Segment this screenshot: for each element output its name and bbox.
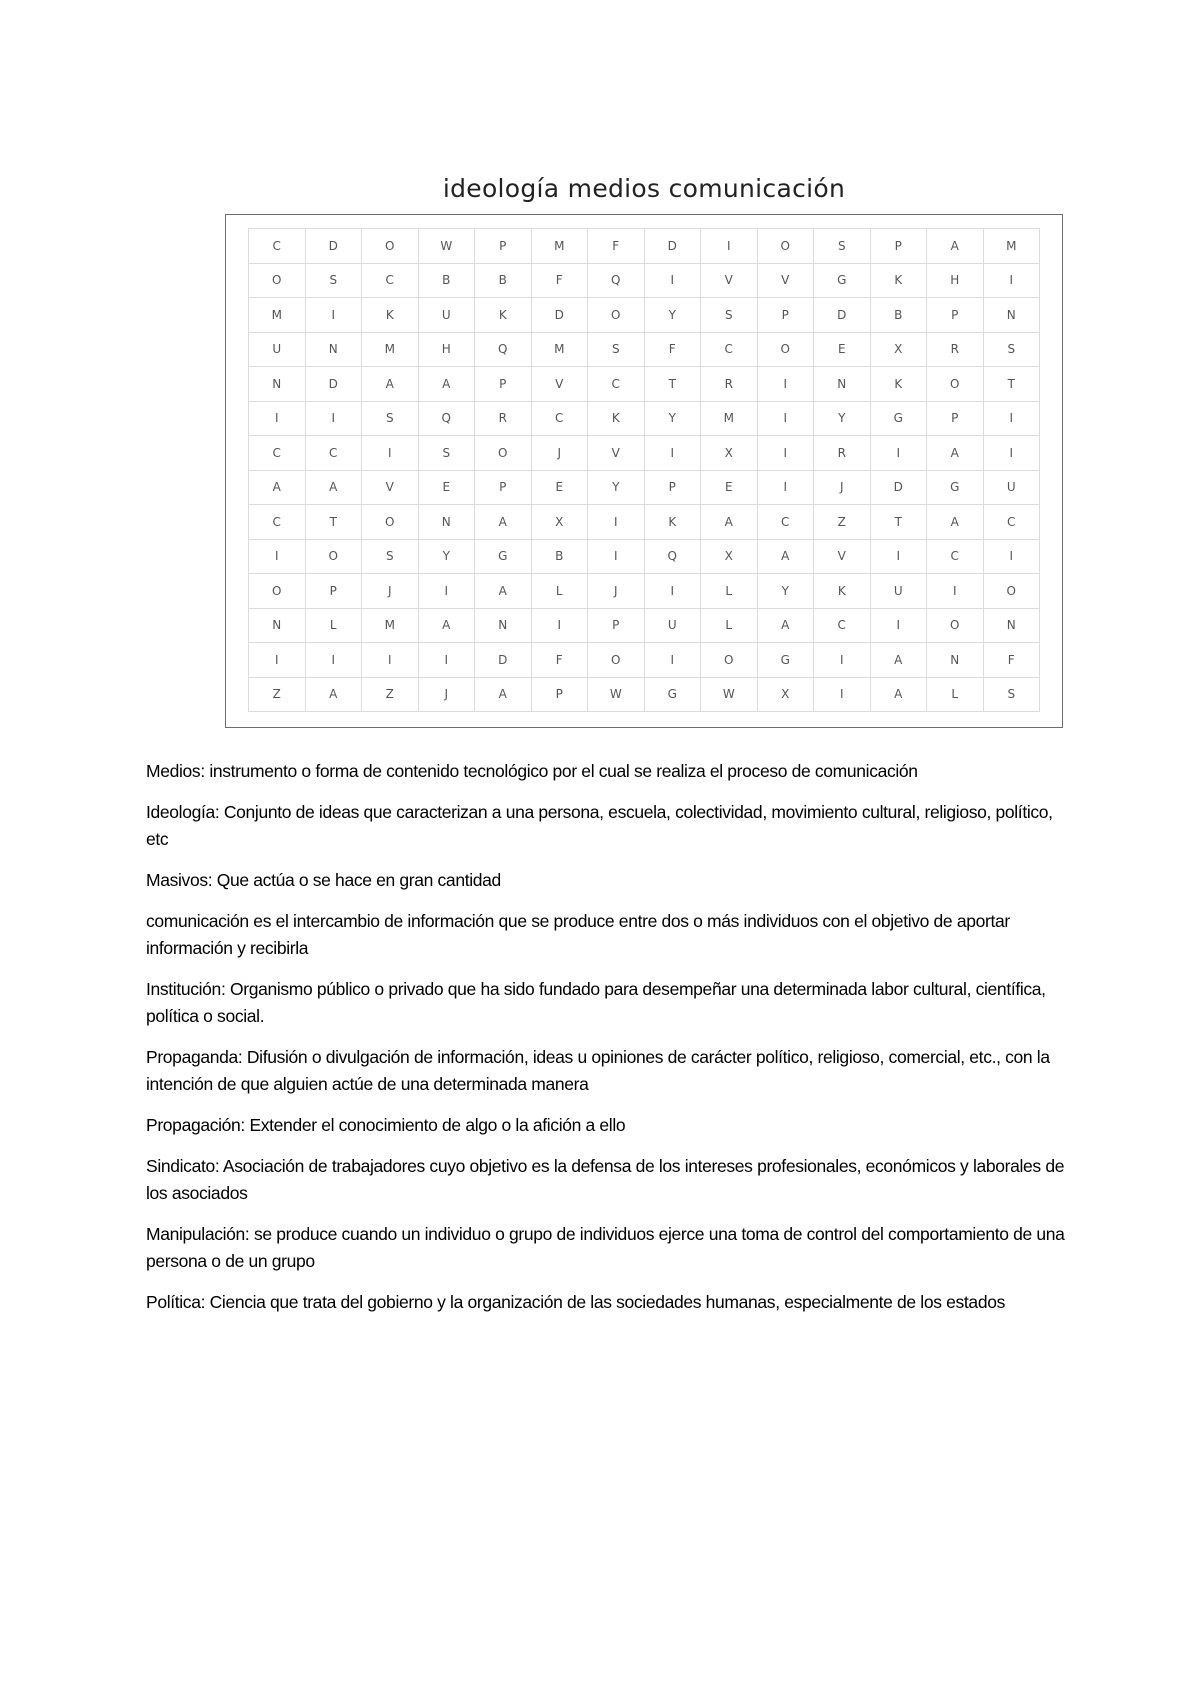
grid-cell: O xyxy=(362,229,419,264)
grid-cell: B xyxy=(419,264,476,299)
grid-cell: M xyxy=(532,333,589,368)
grid-cell: N xyxy=(984,298,1041,333)
grid-cell: W xyxy=(588,678,645,713)
grid-cell: M xyxy=(362,609,419,644)
grid-cell: E xyxy=(532,471,589,506)
grid-cell: I xyxy=(984,402,1041,437)
grid-cell: I xyxy=(588,540,645,575)
definition-medios: Medios: instrumento o forma de contenido tecnológico por el cual se realiza el proceso de comunicación xyxy=(146,761,918,781)
grid-cell: B xyxy=(532,540,589,575)
grid-cell: C xyxy=(588,367,645,402)
definition-propagacion: Propagación: Extender el conocimiento de algo o la afición a ello xyxy=(146,1115,626,1135)
grid-cell: P xyxy=(871,229,928,264)
grid-cell: C xyxy=(306,436,363,471)
grid-cell: I xyxy=(984,540,1041,575)
grid-cell: U xyxy=(645,609,702,644)
grid-cell: U xyxy=(984,471,1041,506)
grid-cell: Z xyxy=(814,505,871,540)
grid-cell: I xyxy=(927,574,984,609)
grid-cell: R xyxy=(475,402,532,437)
grid-cell: V xyxy=(588,436,645,471)
grid-cell: O xyxy=(588,298,645,333)
grid-cell: O xyxy=(984,574,1041,609)
grid-cell: V xyxy=(362,471,419,506)
definition-politica: Política: Ciencia que trata del gobierno y la organización de las sociedades humanas, especialmente de los estados xyxy=(146,1292,1005,1312)
grid-cell: Y xyxy=(645,298,702,333)
grid-cell: I xyxy=(306,643,363,678)
grid-cell: B xyxy=(475,264,532,299)
grid-cell: D xyxy=(532,298,589,333)
grid-cell: Y xyxy=(419,540,476,575)
grid-cell: I xyxy=(701,229,758,264)
grid-cell: T xyxy=(984,367,1041,402)
grid-cell: N xyxy=(306,333,363,368)
grid-cell: D xyxy=(475,643,532,678)
grid-cell: O xyxy=(249,574,306,609)
grid-cell: T xyxy=(306,505,363,540)
grid-cell: I xyxy=(419,574,476,609)
grid-cell: P xyxy=(475,367,532,402)
grid-cell: D xyxy=(871,471,928,506)
grid-cell: T xyxy=(645,367,702,402)
grid-cell: K xyxy=(814,574,871,609)
grid-cell: P xyxy=(927,298,984,333)
grid-cell: H xyxy=(419,333,476,368)
grid-cell: P xyxy=(475,471,532,506)
grid-cell: I xyxy=(645,264,702,299)
grid-cell: Q xyxy=(645,540,702,575)
grid-cell: M xyxy=(362,333,419,368)
grid-cell: I xyxy=(871,540,928,575)
grid-cell: S xyxy=(984,678,1041,713)
grid-cell: A xyxy=(927,436,984,471)
grid-cell: N xyxy=(249,609,306,644)
grid-cell: V xyxy=(701,264,758,299)
definitions-list xyxy=(146,758,1066,1330)
grid-cell: O xyxy=(758,229,815,264)
grid-cell: A xyxy=(249,471,306,506)
grid-cell: A xyxy=(306,678,363,713)
grid-cell: P xyxy=(645,471,702,506)
grid-cell: F xyxy=(588,229,645,264)
grid-cell: U xyxy=(871,574,928,609)
grid-cell: O xyxy=(362,505,419,540)
word-search-grid xyxy=(248,228,1040,712)
grid-cell: A xyxy=(419,609,476,644)
grid-cell: A xyxy=(701,505,758,540)
grid-cell: K xyxy=(588,402,645,437)
grid-cell: O xyxy=(758,333,815,368)
grid-cell: C xyxy=(701,333,758,368)
grid-cell: E xyxy=(814,333,871,368)
grid-cell: I xyxy=(249,643,306,678)
grid-cell: A xyxy=(871,678,928,713)
grid-cell: X xyxy=(871,333,928,368)
grid-cell: K xyxy=(871,264,928,299)
grid-cell: G xyxy=(927,471,984,506)
grid-cell: Q xyxy=(419,402,476,437)
grid-cell: I xyxy=(871,436,928,471)
grid-cell: I xyxy=(814,643,871,678)
grid-cell: O xyxy=(249,264,306,299)
grid-cell: A xyxy=(758,540,815,575)
grid-cell: I xyxy=(588,505,645,540)
grid-cell: G xyxy=(871,402,928,437)
definition-propaganda: Propaganda: Difusión o divulgación de información, ideas u opiniones de carácter político, religioso, comercial, etc., con la intención de que alguien actúe de una determinada manera xyxy=(146,1047,1050,1094)
grid-cell: Q xyxy=(475,333,532,368)
grid-cell: A xyxy=(927,229,984,264)
grid-cell: N xyxy=(927,643,984,678)
grid-cell: B xyxy=(871,298,928,333)
grid-cell: M xyxy=(701,402,758,437)
grid-cell: Z xyxy=(249,678,306,713)
grid-cell: A xyxy=(927,505,984,540)
grid-cell: J xyxy=(588,574,645,609)
grid-cell: E xyxy=(419,471,476,506)
grid-cell: D xyxy=(306,229,363,264)
grid-cell: M xyxy=(532,229,589,264)
grid-cell: D xyxy=(814,298,871,333)
grid-cell: S xyxy=(419,436,476,471)
grid-cell: K xyxy=(475,298,532,333)
puzzle-title: ideología medios comunicación xyxy=(442,174,846,203)
grid-cell: I xyxy=(814,678,871,713)
grid-cell: I xyxy=(419,643,476,678)
grid-cell: J xyxy=(532,436,589,471)
definition-masivos: Masivos: Que actúa o se hace en gran cantidad xyxy=(146,870,501,890)
definition-comunicacion: comunicación es el intercambio de información que se produce entre dos o más individuos con el objetivo de aportar información y recibirla xyxy=(146,911,1010,958)
grid-cell: K xyxy=(362,298,419,333)
grid-cell: V xyxy=(532,367,589,402)
grid-cell: I xyxy=(645,436,702,471)
grid-cell: N xyxy=(249,367,306,402)
grid-cell: I xyxy=(758,471,815,506)
grid-cell: G xyxy=(758,643,815,678)
grid-cell: I xyxy=(871,609,928,644)
grid-cell: F xyxy=(984,643,1041,678)
grid-cell: M xyxy=(249,298,306,333)
grid-cell: A xyxy=(306,471,363,506)
grid-cell: F xyxy=(532,643,589,678)
grid-cell: D xyxy=(306,367,363,402)
grid-cell: I xyxy=(362,436,419,471)
grid-cell: I xyxy=(362,643,419,678)
grid-cell: Y xyxy=(758,574,815,609)
grid-cell: L xyxy=(306,609,363,644)
grid-cell: J xyxy=(814,471,871,506)
grid-cell: V xyxy=(814,540,871,575)
grid-cell: O xyxy=(475,436,532,471)
grid-cell: I xyxy=(306,402,363,437)
grid-cell: J xyxy=(419,678,476,713)
grid-cell: I xyxy=(758,367,815,402)
grid-cell: O xyxy=(306,540,363,575)
grid-cell: Z xyxy=(362,678,419,713)
grid-cell: P xyxy=(475,229,532,264)
grid-cell: G xyxy=(645,678,702,713)
grid-cell: X xyxy=(701,436,758,471)
grid-cell: U xyxy=(249,333,306,368)
grid-cell: D xyxy=(645,229,702,264)
grid-cell: A xyxy=(419,367,476,402)
grid-cell: C xyxy=(249,229,306,264)
grid-cell: Q xyxy=(588,264,645,299)
grid-cell: K xyxy=(871,367,928,402)
grid-cell: O xyxy=(927,609,984,644)
grid-cell: C xyxy=(249,505,306,540)
grid-cell: I xyxy=(249,402,306,437)
grid-cell: O xyxy=(927,367,984,402)
grid-cell: P xyxy=(588,609,645,644)
grid-cell: I xyxy=(984,264,1041,299)
grid-cell: L xyxy=(532,574,589,609)
grid-cell: P xyxy=(306,574,363,609)
definition-manipulacion: Manipulación: se produce cuando un individuo o grupo de individuos ejerce una toma de control del comportamiento de una persona o de un grupo xyxy=(146,1224,1065,1271)
grid-cell: C xyxy=(362,264,419,299)
grid-cell: R xyxy=(701,367,758,402)
grid-cell: A xyxy=(475,574,532,609)
grid-cell: L xyxy=(701,609,758,644)
grid-cell: X xyxy=(532,505,589,540)
grid-cell: F xyxy=(532,264,589,299)
grid-cell: C xyxy=(249,436,306,471)
grid-cell: H xyxy=(927,264,984,299)
grid-cell: I xyxy=(306,298,363,333)
grid-cell: S xyxy=(984,333,1041,368)
grid-cell: I xyxy=(758,402,815,437)
grid-cell: I xyxy=(532,609,589,644)
grid-cell: L xyxy=(701,574,758,609)
grid-cell: Y xyxy=(645,402,702,437)
grid-cell: C xyxy=(532,402,589,437)
grid-cell: C xyxy=(814,609,871,644)
grid-cell: O xyxy=(588,643,645,678)
grid-cell: X xyxy=(701,540,758,575)
grid-cell: N xyxy=(814,367,871,402)
grid-cell: F xyxy=(645,333,702,368)
definition-institucion: Institución: Organismo público o privado que ha sido fundado para desempeñar una determinada labor cultural, científica, política o social. xyxy=(146,979,1046,1026)
grid-cell: M xyxy=(984,229,1041,264)
grid-cell: N xyxy=(475,609,532,644)
grid-cell: I xyxy=(984,436,1041,471)
grid-cell: N xyxy=(419,505,476,540)
grid-cell: G xyxy=(814,264,871,299)
grid-cell: J xyxy=(362,574,419,609)
grid-cell: A xyxy=(475,505,532,540)
grid-cell: K xyxy=(645,505,702,540)
grid-cell: A xyxy=(871,643,928,678)
grid-cell: E xyxy=(701,471,758,506)
grid-cell: X xyxy=(758,678,815,713)
grid-cell: G xyxy=(475,540,532,575)
grid-cell: S xyxy=(701,298,758,333)
grid-cell: T xyxy=(871,505,928,540)
grid-cell: I xyxy=(249,540,306,575)
grid-cell: W xyxy=(701,678,758,713)
grid-cell: S xyxy=(814,229,871,264)
grid-cell: S xyxy=(362,540,419,575)
grid-cell: U xyxy=(419,298,476,333)
grid-cell: C xyxy=(927,540,984,575)
grid-cell: A xyxy=(475,678,532,713)
grid-cell: S xyxy=(588,333,645,368)
grid-cell: N xyxy=(984,609,1041,644)
grid-cell: Y xyxy=(814,402,871,437)
grid-cell: R xyxy=(814,436,871,471)
grid-cell: A xyxy=(758,609,815,644)
grid-cell: A xyxy=(362,367,419,402)
definition-ideologia: Ideología: Conjunto de ideas que caracterizan a una persona, escuela, colectividad, movimiento cultural, religioso, político, etc xyxy=(146,802,1053,849)
grid-cell: S xyxy=(362,402,419,437)
grid-cell: I xyxy=(645,574,702,609)
grid-cell: L xyxy=(927,678,984,713)
grid-cell: V xyxy=(758,264,815,299)
grid-cell: I xyxy=(645,643,702,678)
grid-cell: P xyxy=(532,678,589,713)
grid-cell: C xyxy=(984,505,1041,540)
grid-cell: P xyxy=(927,402,984,437)
grid-cell: R xyxy=(927,333,984,368)
grid-cell: W xyxy=(419,229,476,264)
grid-cell: C xyxy=(758,505,815,540)
grid-cell: Y xyxy=(588,471,645,506)
grid-cell: P xyxy=(758,298,815,333)
grid-cell: O xyxy=(701,643,758,678)
definition-sindicato: Sindicato: Asociación de trabajadores cuyo objetivo es la defensa de los intereses profesionales, económicos y laborales de los asociados xyxy=(146,1156,1065,1203)
grid-cell: S xyxy=(306,264,363,299)
grid-cell: I xyxy=(758,436,815,471)
